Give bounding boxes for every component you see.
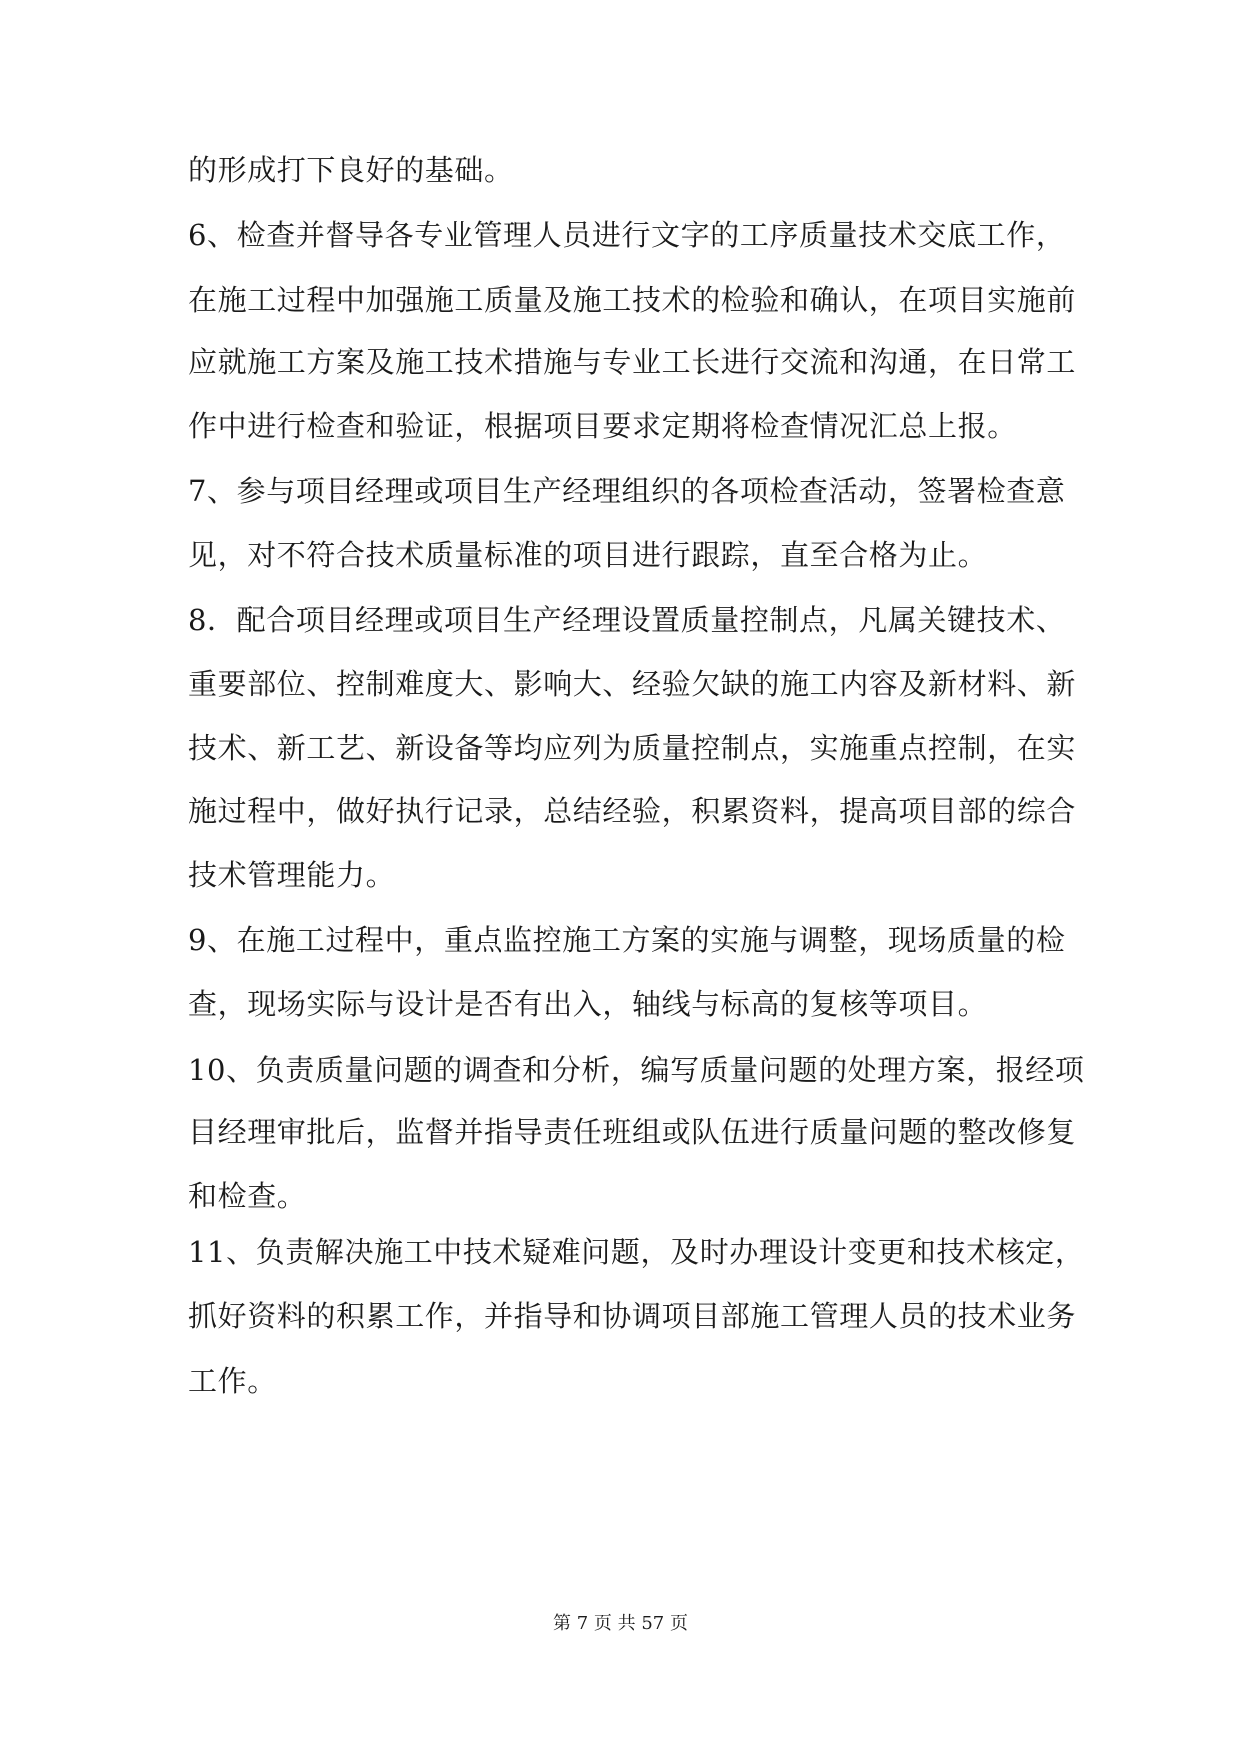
- text-line: 抓好资料的积累工作，并指导和协调项目部施工管理人员的技术业务: [188, 1299, 1077, 1333]
- text-line: 的形成打下良好的基础。: [188, 153, 514, 187]
- text-line: 6、检查并督导各专业管理人员进行文字的工序质量技术交底工作，: [188, 218, 1066, 252]
- text-line: 和检查。: [188, 1179, 307, 1213]
- text-line: 技术管理能力。: [188, 858, 396, 892]
- text-line: 9、在施工过程中，重点监控施工方案的实施与调整，现场质量的检: [188, 923, 1066, 957]
- text-line: 目经理审批后，监督并指导责任班组或队伍进行质量问题的整改修复: [188, 1115, 1077, 1149]
- text-line: 在施工过程中加强施工质量及施工技术的检验和确认，在项目实施前: [188, 283, 1077, 317]
- text-line: 查，现场实际与设计是否有出入，轴线与标高的复核等项目。: [188, 987, 988, 1021]
- text-line: 技术、新工艺、新设备等均应列为质量控制点，实施重点控制，在实: [188, 731, 1077, 765]
- text-line: 应就施工方案及施工技术措施与专业工长进行交流和沟通，在日常工: [188, 345, 1077, 379]
- text-line: 工作。: [188, 1364, 277, 1398]
- text-line: 10、负责质量问题的调查和分析，编写质量问题的处理方案，报经项: [188, 1053, 1085, 1087]
- text-line: 施过程中，做好执行记录，总结经验，积累资料，提高项目部的综合: [188, 794, 1077, 828]
- page-number-footer: 第 7 页 共 57 页: [553, 1613, 688, 1634]
- text-line: 8．配合项目经理或项目生产经理设置质量控制点，凡属关键技术、: [188, 603, 1066, 637]
- text-line: 作中进行检查和验证，根据项目要求定期将检查情况汇总上报。: [188, 409, 1017, 443]
- text-line: 见，对不符合技术质量标准的项目进行跟踪，直至合格为止。: [188, 538, 988, 572]
- text-line: 重要部位、控制难度大、影响大、经验欠缺的施工内容及新材料、新: [188, 667, 1077, 701]
- text-line: 7、参与项目经理或项目生产经理组织的各项检查活动，签署检查意: [188, 474, 1066, 508]
- text-line: 11、负责解决施工中技术疑难问题，及时办理设计变更和技术核定，: [188, 1235, 1085, 1269]
